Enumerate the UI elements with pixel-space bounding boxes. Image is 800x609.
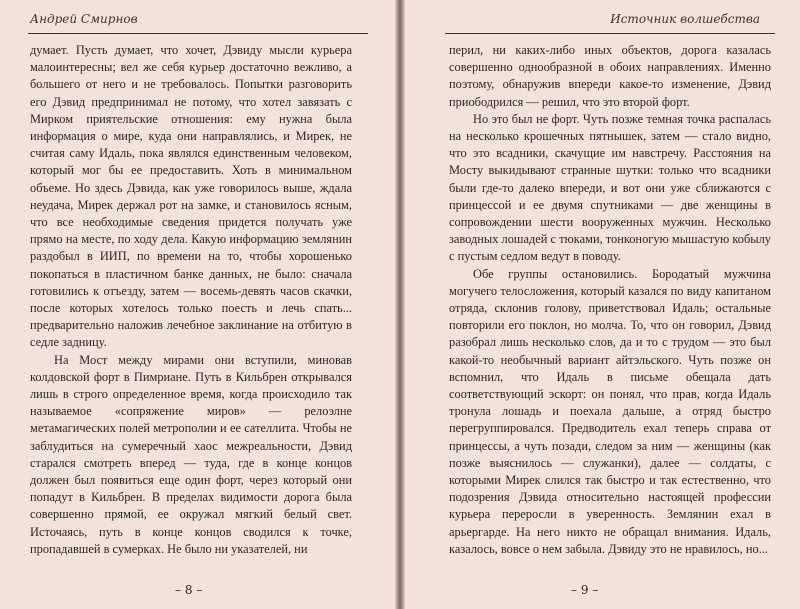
paragraph: На Мост между мирами они вступили, миновав колдовской форт в Пимриане. Путь в Кильбрен открывался лишь в строго определенное время, когда происходило так называемое «сопряжение миров» — релоэлне метамагических полей метрополии и ее сателлита. Чтобы не заблудиться на сумеречный хаос межреальности, Дэвид старался смотреть вперед — туда, где в конце концов должен был появиться еще один форт, через который они попадут в Кильбрен. В пределах видимости дорога была совершенно прямой, ее окружал мягкий белый свет. Источаясь, путь в конце концов сводился к точке, пропадавшей в сумерках. Не было ни указателей, ни	[30, 352, 352, 556]
header-rule	[28, 33, 368, 34]
page-number: – 8 –	[175, 583, 203, 597]
page-number: – 9 –	[571, 583, 599, 597]
left-page-body	[30, 42, 352, 558]
paragraph: Обе группы остановились. Бородатый мужчина могучего телосложения, который казался по виду капитаном отряда, склонив голову, приветствовал Идаль; остальные повторили его поклон, но молча. То, что он говорил, Дэвид разобрал лишь несколько слов, да и то с трудом — это был какой-то необычный вариант айтэльского. Чуть позже он вспомнил, что Идаль в письме обещала дать соответствующий эскорт: он понял, что прав, когда Идаль тронула лошадь и поехала дальше, а отряд быстро перегруппировался. Предводитель ехал теперь справа от принцессы, а чуть позади, следом за ним — женщины (как позже выяснилось — служанки), далее — солдаты, с которыми Мирек слился так быстро и так естественно, что подозрения Дэвида относительно настоящей профессии курьера переросли в уверенность. Землянин ехал в арьергарде. На него никто не обращал внимания. Идаль, казалось, вовсе о нем забыла. Дэвиду это не нравилось, но...	[449, 266, 771, 556]
running-head-title: Источник волшебства	[610, 12, 760, 26]
right-page	[404, 0, 800, 609]
right-page-body	[449, 42, 771, 558]
paragraph: перил, ни каких-либо иных объектов, дорога казалась совершенно однообразной в обоих направлениях. Именно поэтому, обнаружив впереди какое-то изменение, Дэвид приободрился — решил, что это второй форт.	[449, 43, 771, 109]
book-gutter	[396, 0, 404, 609]
paragraph: Но это был не форт. Чуть позже темная точка распалась на несколько крошечных пятнышек, затем — стало видно, что это всадники, скачущие им навстречу. Расстояния на Мосту выкидывают странные шутки: только что всадники были где-то далеко впереди, и вот они уже сближаются с принцессой и ее двумя спутниками — две женщины в сопровождении шести вооруженных мужчин. Несколько заводных лошадей с тюками, тонконогую мышастую кобылу с пустым седлом ведут в поводу.	[449, 111, 771, 264]
left-page	[0, 0, 396, 609]
running-head-author: Андрей Смирнов	[30, 12, 138, 26]
paragraph: думает. Пусть думает, что хочет, Дэвиду мысли курьера малоинтересны; вел же себя курьер достаточно вежливо, а большего от него и не требовалось. Попытки разговорить его Дэвид предпринимал не потому, что хотел завязать с Мирком приятельские отношения: ему нужна была информация о мире, куда они направлялись, и Мирек, не считая саму Идаль, пока являлся единственным человеком, который мог бы ее предоставить. Хоть в минимальном объеме. Но здесь Дэвида, как уже говорилось выше, ждала неудача, Мирек держал рот на замке, и становилось ясным, что все необходимые сведения придется получать уже прямо на месте, по ходу дела. Какую информацию землянин раздобыл в ИИП, по времени на то, чтобы хорошенько покопаться в пластичном банке данных, не было: сначала готовились к отъезду, затем — восемь-девять часов скачки, после которых хотелось только поесть и лечь спать... предварительно наложив лечебное заклинание на отбитую в седле задницу.	[30, 43, 352, 350]
header-rule	[445, 33, 775, 34]
